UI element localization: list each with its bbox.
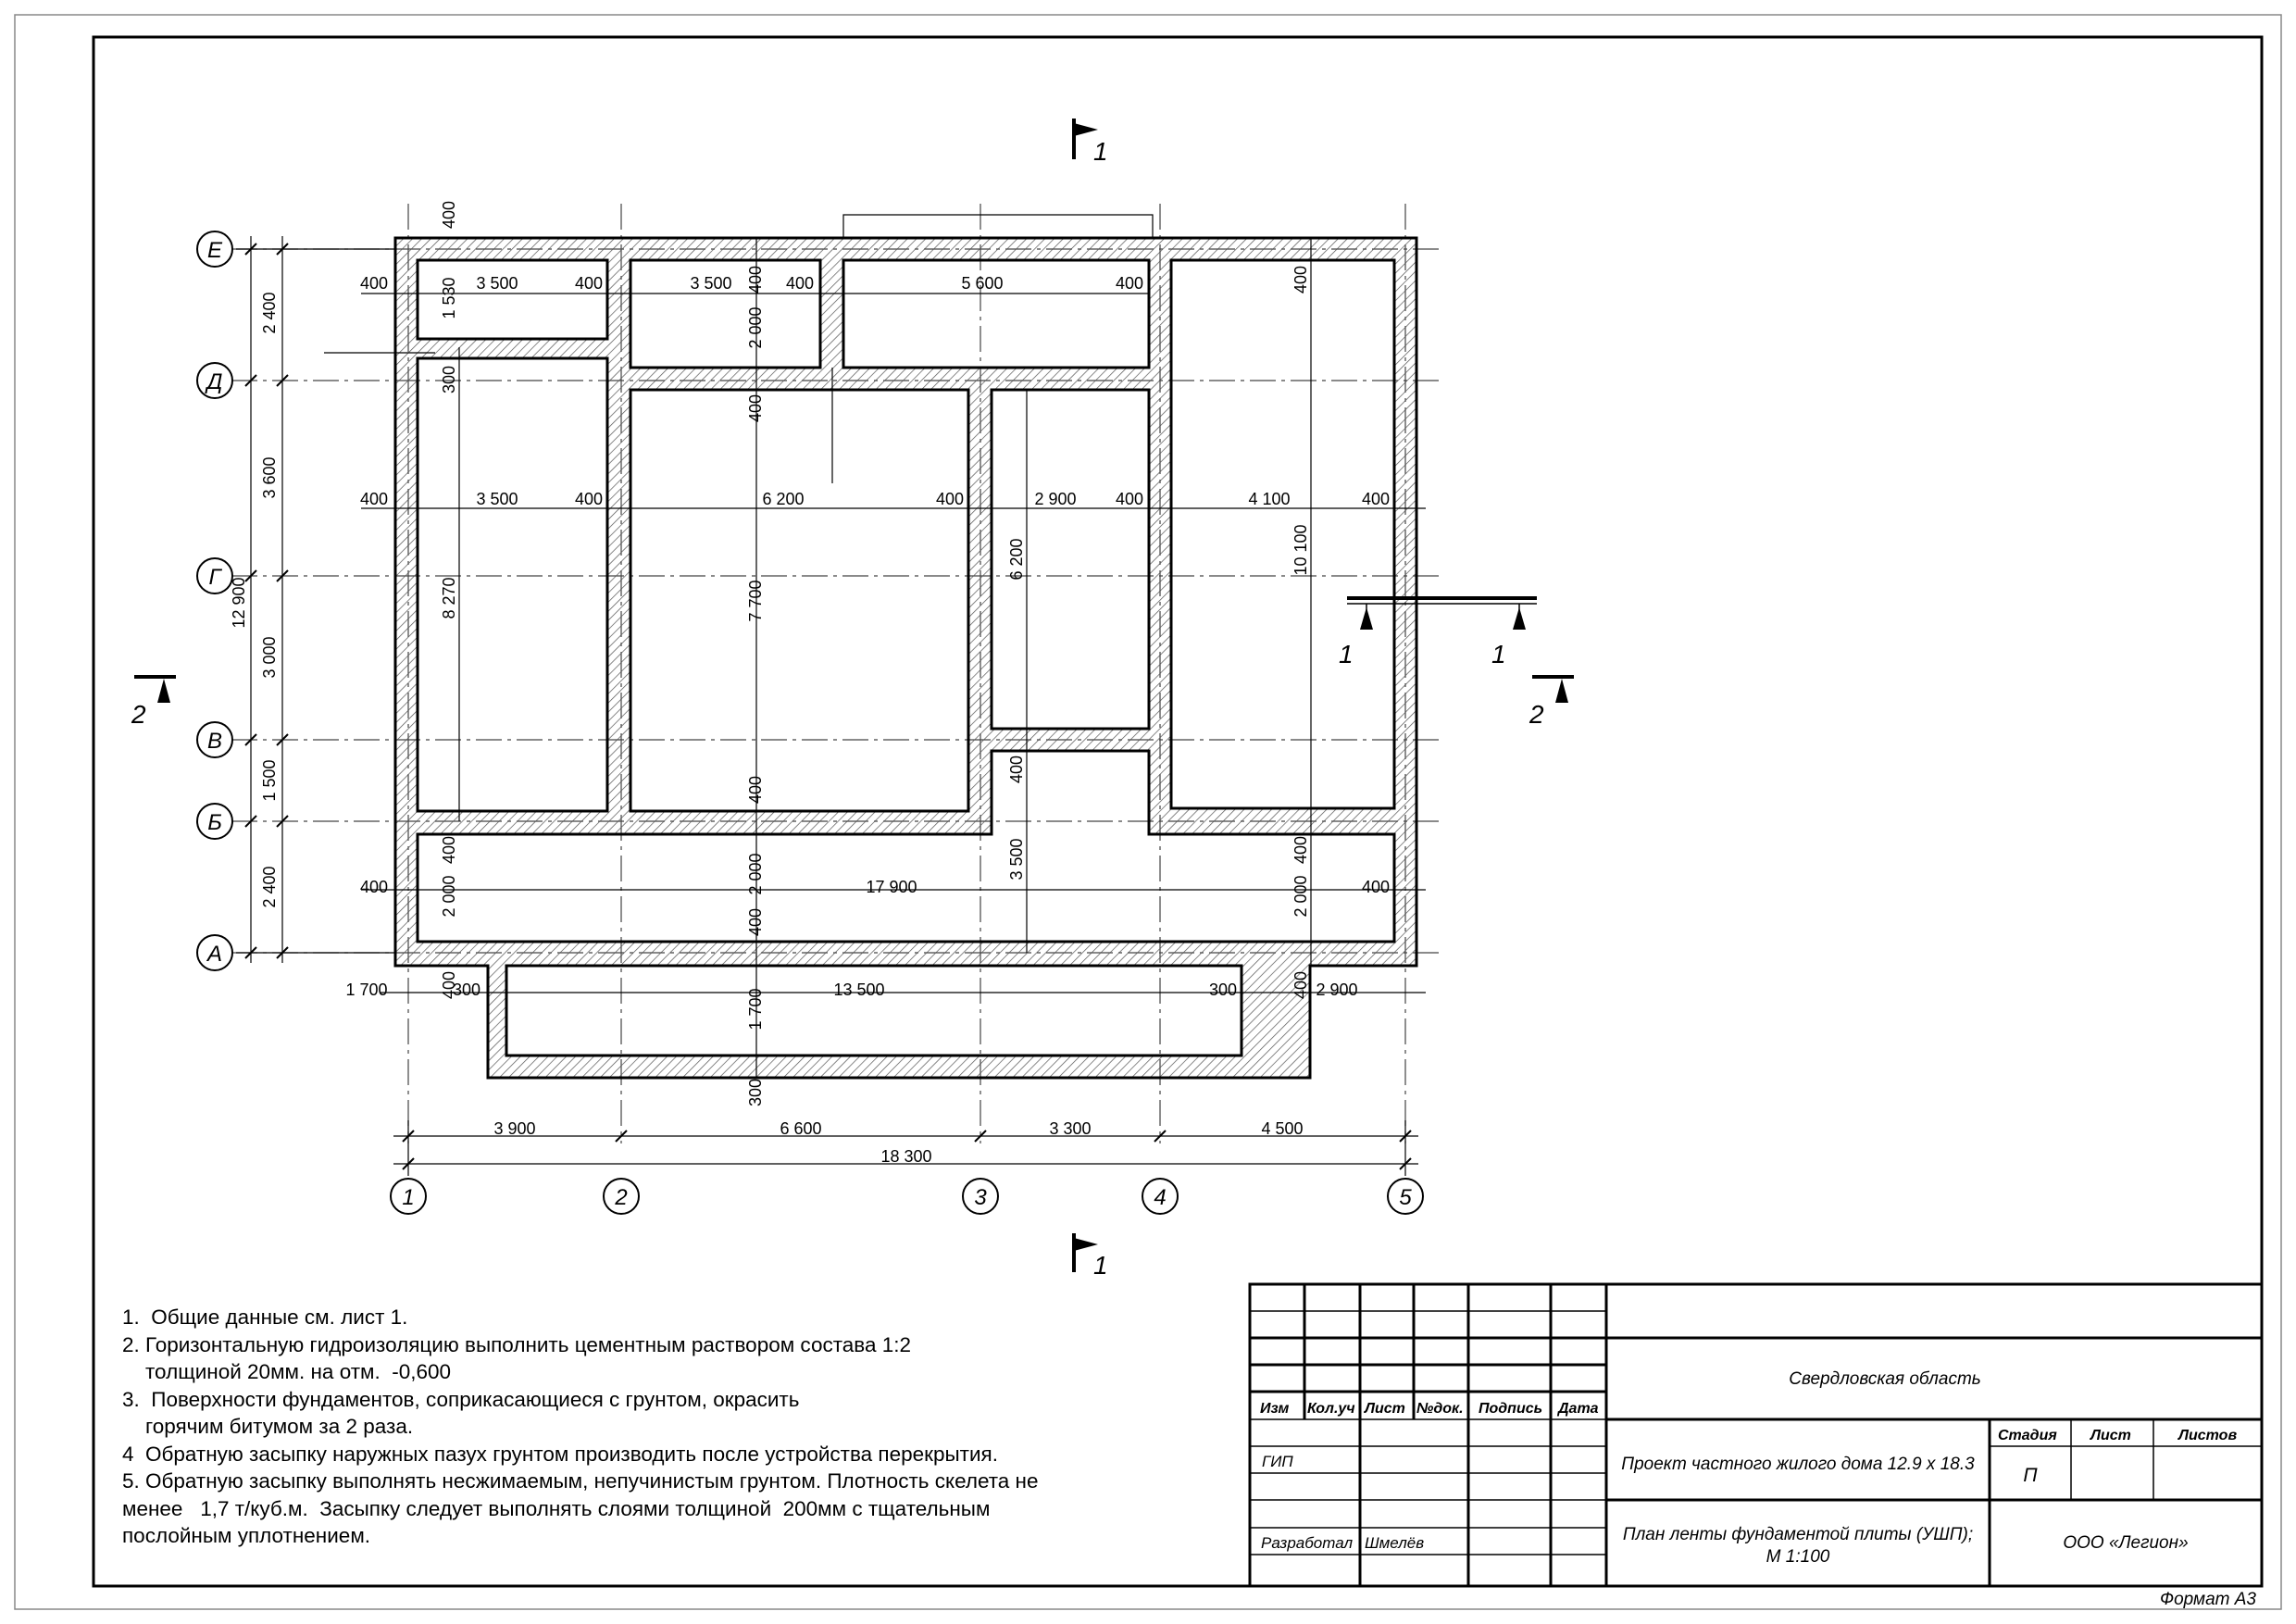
tb-hdr-data: Дата (1558, 1401, 1599, 1417)
dim-room7-height: 10 100 (1292, 524, 1310, 576)
section-marks (134, 119, 1574, 1272)
dim-right-2000: 2 000 (1292, 875, 1310, 918)
tb-role-gip: ГИП (1262, 1453, 1293, 1470)
tb-stage-header: Стадия (1998, 1428, 2057, 1443)
dim-left-seg-3: 3 000 (260, 636, 279, 679)
dim-corr-height: 2 000 (746, 853, 765, 895)
axis-label-4: 4 (1154, 1185, 1167, 1210)
axis-label-2: 2 (615, 1185, 628, 1210)
dim-mid-400-c: 400 (746, 775, 765, 805)
tb-name-razrab: Шмелёв (1365, 1534, 1425, 1552)
section-label-bottom: 1 (1093, 1251, 1108, 1280)
tb-hdr-podpis: Подпись (1479, 1401, 1543, 1417)
axis-label-5: 5 (1399, 1185, 1412, 1210)
dim-room4-height: 8 270 (440, 577, 458, 619)
dim-ext-300-bottom: 300 (746, 1078, 765, 1107)
dim-row3-left-400: 400 (359, 878, 389, 896)
dim-room5-width: 6 200 (762, 490, 805, 508)
dim-ext-300-left: 300 (452, 981, 481, 999)
dim-left-seg-5: 2 400 (260, 866, 279, 908)
axis-label-b: Б (207, 810, 222, 835)
tb-hdr-kol: Кол.уч (1307, 1401, 1355, 1417)
tb-sheet-title: План ленты фундаментой плиты (УШП); (1622, 1525, 1974, 1544)
dim-row1-left-400: 400 (359, 274, 389, 293)
tb-hdr-ndok: №док. (1416, 1401, 1464, 1417)
dim-mid-400-d: 400 (746, 907, 765, 937)
section-label-inner-right: 1 (1491, 640, 1506, 668)
dim-bottom-seg-2: 6 600 (780, 1119, 822, 1138)
foundation-strip-plan (395, 238, 1416, 1078)
dim-room7-width: 4 100 (1248, 490, 1291, 508)
dim-ext-width: 13 500 (833, 981, 885, 999)
section-label-right: 2 (1529, 700, 1544, 729)
dim-room4-width: 3 500 (476, 490, 518, 508)
note-3-cont: горячим битумом за 2 раза. (122, 1415, 414, 1438)
dim-bottom-seg-3: 3 300 (1049, 1119, 1092, 1138)
note-1: 1. Общие данные см. лист 1. (122, 1305, 408, 1329)
dim-row2-left-400: 400 (359, 490, 389, 508)
axis-label-1: 1 (402, 1185, 415, 1210)
dim-room1-width: 3 500 (476, 274, 518, 293)
dim-row1-400-a: 400 (574, 274, 604, 293)
axis-label-3: 3 (974, 1185, 987, 1210)
dim-right-400-c: 400 (1292, 970, 1310, 1000)
dim-row2-400-b: 400 (935, 490, 965, 508)
tb-project: Проект частного жилого дома 12.9 х 18.3 (1621, 1455, 1975, 1474)
dim-row1-400-b: 400 (785, 274, 815, 293)
dim-room3-width: 5 600 (961, 274, 1004, 293)
dim-ext-height: 1 700 (746, 988, 765, 1031)
general-notes (122, 1304, 1215, 1550)
note-4: 4 Обратную засыпку наружных пазух грунтом производить после устройства перекрытия. (122, 1442, 998, 1466)
tb-stage-value: П (2023, 1465, 2038, 1486)
dim-row-300: 300 (440, 365, 458, 394)
dim-row2-right-400: 400 (1361, 490, 1391, 508)
dim-room2-width: 3 500 (690, 274, 732, 293)
dim-ext-left: 1 700 (345, 981, 388, 999)
dim-ext-right: 2 900 (1316, 981, 1358, 999)
tb-hdr-list: Лист (1365, 1401, 1405, 1417)
dim-top-wall-400: 400 (440, 200, 458, 230)
dim-left-seg-4: 1 500 (260, 759, 279, 802)
tb-format: Формат А3 (2160, 1590, 2256, 1609)
note-2-cont: толщиной 20мм. на отм. -0,600 (122, 1360, 452, 1383)
tb-list-header: Лист (2090, 1428, 2131, 1443)
dim-row2-400-a: 400 (574, 490, 604, 508)
dim-row1-400-c: 400 (1115, 274, 1144, 293)
dim-left-total: 12 900 (230, 577, 248, 629)
section-label-top: 1 (1093, 137, 1108, 166)
dim-room2-height: 2 000 (746, 306, 765, 349)
tb-company: ООО «Легион» (2063, 1533, 2189, 1553)
note-5: 5. Обратную засыпку выполнять несжимаемым, непучинистым грунтом. Плотность скелета не (122, 1469, 1039, 1493)
note-5-cont-2: послойным уплотнением. (122, 1524, 371, 1547)
dim-left-seg-2: 3 600 (260, 456, 279, 499)
dim-row2-400-c: 400 (1115, 490, 1144, 508)
axis-label-v: В (206, 729, 223, 754)
dim-right-400-b: 400 (1292, 835, 1310, 865)
dim-bottom-seg-1: 3 900 (493, 1119, 536, 1138)
reference-lines (324, 215, 1537, 604)
tb-role-razrab: Разработал (1261, 1534, 1354, 1552)
dim-mid-400-b: 400 (746, 394, 765, 423)
dim-ext-300-right: 300 (1208, 981, 1238, 999)
section-label-left: 2 (131, 700, 146, 729)
axis-label-a: А (206, 942, 223, 967)
dim-row3-right-400: 400 (1361, 878, 1391, 896)
dim-left-seg-1: 2 400 (260, 292, 279, 334)
tb-hdr-izm: Изм (1260, 1401, 1290, 1417)
dim-bottom-total: 18 300 (880, 1147, 932, 1166)
tb-listov-header: Листов (2178, 1428, 2238, 1443)
note-5-cont-1: менее 1,7 т/куб.м. Засыпку следует выполнять слоями толщиной 200мм с тщательным (122, 1496, 991, 1520)
note-2: 2. Горизонтальную гидроизоляцию выполнить цементным раствором состава 1:2 (122, 1332, 912, 1356)
dim-room5-height: 7 700 (746, 580, 765, 622)
dim-lower-3500: 3 500 (1007, 838, 1026, 881)
note-3: 3. Поверхности фундаментов, соприкасающиеся с грунтом, окрасить (122, 1387, 800, 1411)
dim-bottom-seg-4: 4 500 (1261, 1119, 1304, 1138)
dim-right-400-top: 400 (1292, 265, 1310, 294)
dim-corridor-width: 17 900 (866, 878, 917, 896)
dim-room6-height: 6 200 (1007, 538, 1026, 581)
dim-room6-width: 2 900 (1034, 490, 1077, 508)
dim-room1-height: 1 530 (440, 277, 458, 319)
axis-label-g: Г (208, 565, 221, 590)
dim-corr-2000-left: 2 000 (440, 875, 458, 918)
dim-lower-400: 400 (1007, 755, 1026, 784)
tb-region: Свердловская область (1789, 1369, 1981, 1389)
dim-ext-400-left: 400 (440, 970, 458, 1000)
section-label-inner-left: 1 (1339, 640, 1354, 668)
axis-label-d: Д (206, 369, 223, 394)
dim-mid-400-top: 400 (746, 265, 765, 294)
axis-label-e: Е (206, 238, 223, 263)
dim-corr-400-left: 400 (440, 835, 458, 865)
tb-sheet-scale: М 1:100 (1766, 1547, 1830, 1567)
